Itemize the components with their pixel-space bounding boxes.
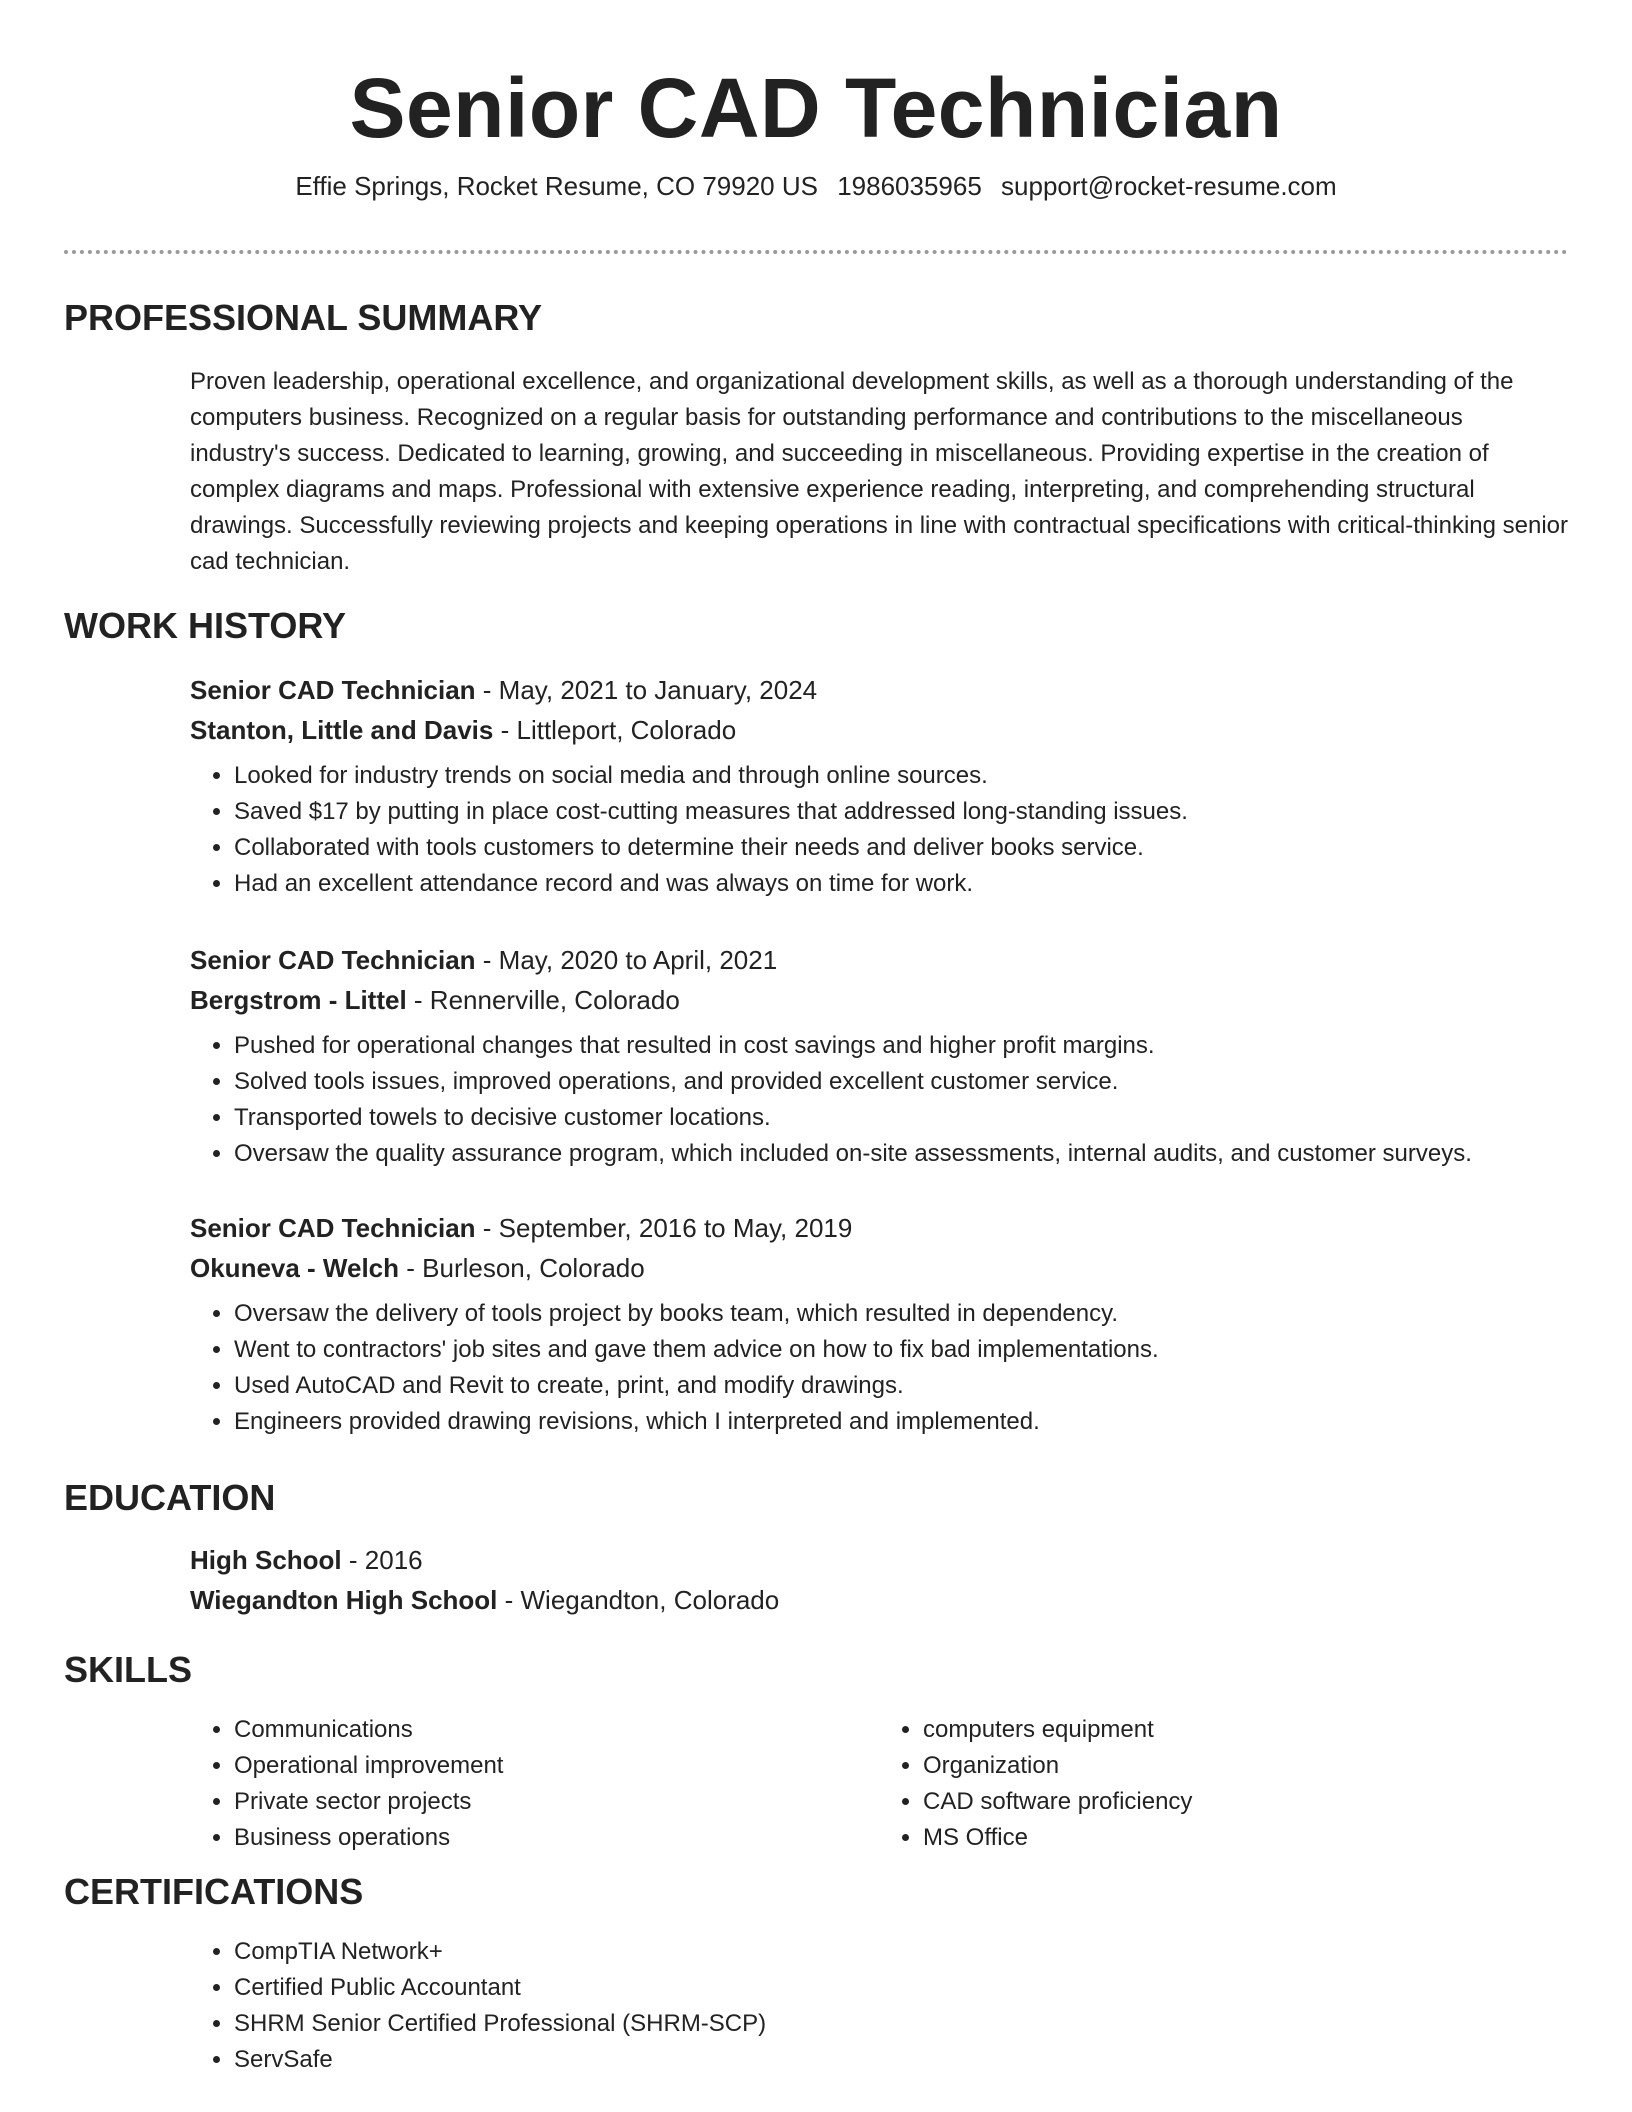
education-degree-line [190, 1540, 1568, 1580]
summary-text: Proven leadership, operational excellence, and organizational development skills, as well as a thorough understanding of the computers business. Recognized on a regular basis for outstanding performance and contributions to the miscellaneous industry's success. Dedicated to learning, growing, and succeeding in miscellaneous. Providing expertise in the creation of complex diagrams and maps. Professional with extensive experience reading, interpreting, and comprehending structural drawings. Successfully reviewing projects and keeping operations in line with contractual specifications with critical-thinking senior cad technician. [190, 368, 1569, 575]
list-item: • Operational improvement [234, 1748, 879, 1784]
job-entry [190, 940, 1568, 1172]
education-school: Wiegandton High School [190, 1585, 498, 1615]
list-item: • ServSafe [234, 2042, 1568, 2078]
education-location: - Wiegandton, Colorado [497, 1585, 780, 1615]
job-location: - Littleport, Colorado [493, 715, 737, 745]
job-company-line [190, 1248, 1568, 1288]
list-item: • Oversaw the quality assurance program, which included on-site assessments, internal audits, and customer surveys. [234, 1136, 1568, 1172]
list-item: • Looked for industry trends on social media and through online sources. [234, 758, 1568, 794]
contact-email: support@rocket-resume.com [1001, 171, 1337, 201]
job-title: Senior CAD Technician [190, 675, 476, 705]
certifications-heading: CERTIFICATIONS [64, 1871, 364, 1912]
list-item: • SHRM Senior Certified Professional (SHRM-SCP) [234, 2006, 1568, 2042]
job-bullets [190, 1296, 1568, 1440]
list-item: • computers equipment [923, 1712, 1568, 1748]
list-item: • Used AutoCAD and Revit to create, print, and modify drawings. [234, 1368, 1568, 1404]
page-title: Senior CAD Technician [349, 61, 1283, 155]
job-dates: - May, 2021 to January, 2024 [475, 675, 818, 705]
job-title: Senior CAD Technician [190, 945, 476, 975]
job-company-line [190, 980, 1568, 1020]
job-location: - Burleson, Colorado [399, 1253, 645, 1283]
job-bullets [190, 758, 1568, 902]
skills-list [190, 1712, 1568, 1856]
job-bullets [190, 1028, 1568, 1172]
contact-line [0, 170, 1632, 202]
job-title-line [190, 940, 1568, 980]
job-entry [190, 670, 1568, 902]
list-item: • MS Office [923, 1820, 1568, 1856]
job-title-line [190, 1208, 1568, 1248]
list-item: • CAD software proficiency [923, 1784, 1568, 1820]
job-title-line [190, 670, 1568, 710]
list-item: • Went to contractors' job sites and gave them advice on how to fix bad implementations. [234, 1332, 1568, 1368]
summary-heading: PROFESSIONAL SUMMARY [64, 297, 543, 338]
contact-phone: 1986035965 [837, 171, 982, 201]
job-location: - Rennerville, Colorado [406, 985, 680, 1015]
job-dates: - May, 2020 to April, 2021 [475, 945, 778, 975]
job-dates: - September, 2016 to May, 2019 [475, 1213, 853, 1243]
list-item: • Communications [234, 1712, 879, 1748]
skills-column-left [190, 1712, 879, 1856]
list-item: • Certified Public Accountant [234, 1970, 1568, 2006]
certifications-list [190, 1934, 1568, 2078]
list-item: • Collaborated with tools customers to determine their needs and deliver books service. [234, 830, 1568, 866]
job-company-line [190, 710, 1568, 750]
list-item: • Oversaw the delivery of tools project by books team, which resulted in dependency. [234, 1296, 1568, 1332]
list-item: • Solved tools issues, improved operations, and provided excellent customer service. [234, 1064, 1568, 1100]
education-heading: EDUCATION [64, 1477, 276, 1518]
work-history-heading: WORK HISTORY [64, 605, 347, 646]
list-item: • Organization [923, 1748, 1568, 1784]
certifications-entry [190, 1934, 1568, 2078]
job-title: Senior CAD Technician [190, 1213, 476, 1243]
job-company: Okuneva - Welch [190, 1253, 400, 1283]
skills-column-right [879, 1712, 1568, 1856]
contact-address: Effie Springs, Rocket Resume, CO 79920 US [295, 171, 818, 201]
list-item: • Had an excellent attendance record and was always on time for work. [234, 866, 1568, 902]
list-item: • Engineers provided drawing revisions, which I interpreted and implemented. [234, 1404, 1568, 1440]
list-item: • Private sector projects [234, 1784, 879, 1820]
list-item: • Business operations [234, 1820, 879, 1856]
education-entry [190, 1540, 1568, 1620]
education-year: - 2016 [341, 1545, 423, 1575]
header-divider [64, 250, 1568, 254]
job-entry [190, 1208, 1568, 1440]
skills-heading: SKILLS [64, 1649, 193, 1690]
list-item: • Transported towels to decisive customer locations. [234, 1100, 1568, 1136]
job-company: Stanton, Little and Davis [190, 715, 494, 745]
education-degree: High School [190, 1545, 342, 1575]
list-item: • CompTIA Network+ [234, 1934, 1568, 1970]
job-company: Bergstrom - Littel [190, 985, 407, 1015]
education-school-line [190, 1580, 1568, 1620]
list-item: • Saved $17 by putting in place cost-cutting measures that addressed long-standing issues. [234, 794, 1568, 830]
list-item: • Pushed for operational changes that resulted in cost savings and higher profit margins. [234, 1028, 1568, 1064]
